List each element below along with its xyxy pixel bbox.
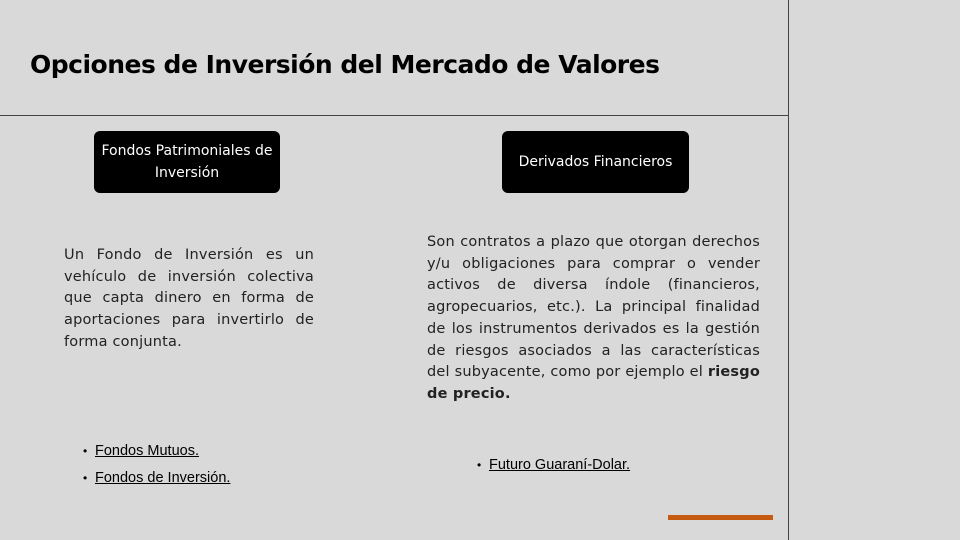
fondos-inversion-link[interactable]: Fondos de Inversión. — [95, 469, 231, 486]
bullet-icon: • — [83, 470, 88, 485]
title-divider — [0, 115, 789, 116]
list-item[interactable] — [83, 437, 230, 464]
list-item[interactable] — [83, 464, 230, 491]
riesgo-precio-emphasis: riesgo de precio. — [427, 364, 760, 402]
list-item[interactable] — [477, 451, 630, 478]
derivados-description — [427, 232, 760, 406]
accent-bar — [668, 515, 773, 520]
fondo-description: Un Fondo de Inversión es un vehículo de inversión colectiva que capta dinero en forma de aportaciones para invertirlo de forma conjunta. — [64, 247, 314, 350]
vertical-divider — [788, 0, 789, 540]
fondos-patrimoniales-label: Fondos Patrimoniales de Inversión — [101, 143, 273, 181]
derivados-financieros-box — [502, 131, 689, 193]
fondos-list — [83, 437, 230, 491]
fondos-mutuos-link[interactable]: Fondos Mutuos. — [95, 442, 199, 459]
futuro-guarani-dolar-link[interactable]: Futuro Guaraní-Dolar. — [489, 456, 631, 473]
bullet-icon: • — [477, 457, 482, 472]
derivados-list — [477, 451, 630, 478]
derivados-financieros-label: Derivados Financieros — [518, 154, 673, 170]
fondos-patrimoniales-box — [94, 131, 280, 193]
bullet-icon: • — [83, 443, 88, 458]
slide-title: Opciones de Inversión del Mercado de Valores — [30, 50, 660, 79]
derivados-description-text: Son contratos a plazo que otorgan derechos y/u obligaciones para comprar o vender activos de diversa índole (financieros, agropecuarios, etc.). La principal finalidad de los instrumentos derivados es la gestión de riesgos asociados a las características del subyacente, como por ejemplo el — [427, 234, 760, 381]
